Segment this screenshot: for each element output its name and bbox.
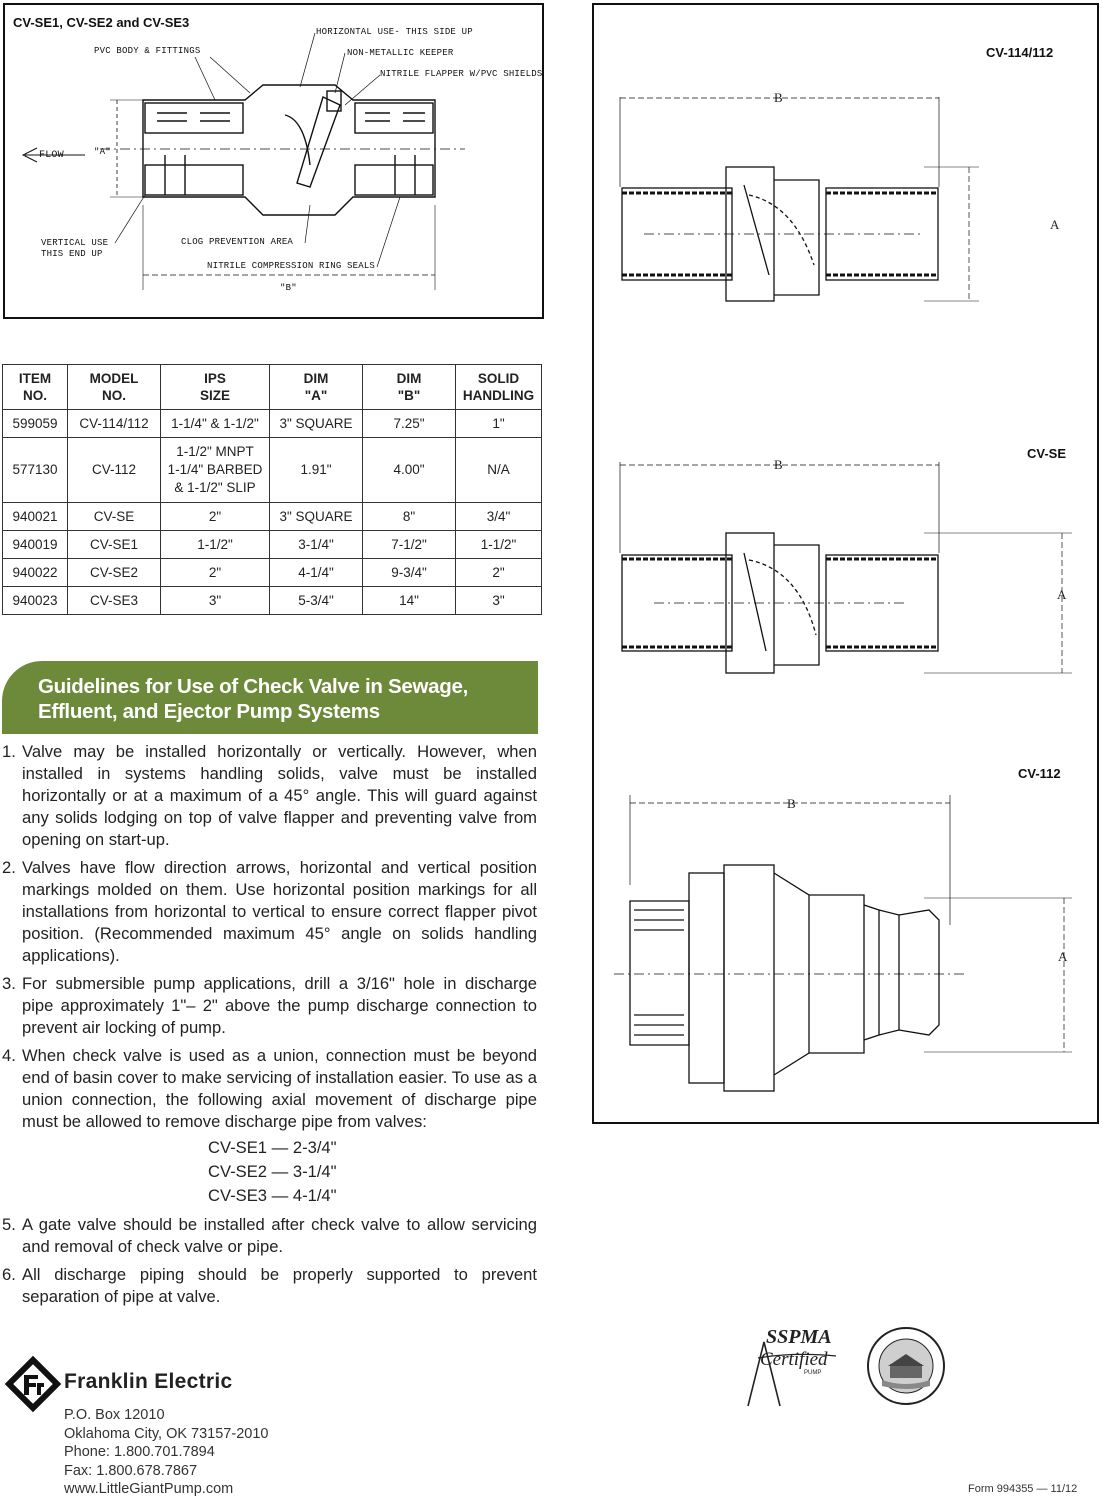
- movement-item: CV-SE2 — 3-1/4": [208, 1162, 337, 1181]
- movement-item: CV-SE1 — 2-3/4": [208, 1138, 337, 1157]
- guidelines-title: Guidelines for Use of Check Valve in Sewage, Effluent, and Ejector Pump Systems: [38, 675, 468, 723]
- table-cell: 599059: [3, 410, 68, 438]
- callout-vertical: VERTICAL USE: [41, 238, 109, 248]
- drawing-title: CV-SE1, CV-SE2 and CV-SE3: [13, 15, 190, 30]
- list-item: 1. Valve may be installed horizontally or vertically. However, when installed in systems handling solids, valve must be installed horizontally or at a maximum of a 45° angle. This will guard against any solids lodging on top of valve flapper and preventing valve from opening on start-up.: [2, 742, 537, 849]
- dim-b-label-cv112: B: [787, 796, 796, 811]
- table-cell: 7.25": [363, 410, 456, 438]
- table-cell: 4.00": [363, 438, 456, 503]
- table-cell: 940019: [3, 531, 68, 559]
- list-item: 5. A gate valve should be installed after check valve to allow servicing and removal of check valve or pipe.: [2, 1215, 537, 1256]
- callout-keeper: NON-METALLIC KEEPER: [347, 48, 454, 58]
- dim-a-label-cv114: A: [1050, 217, 1060, 232]
- dim-a-label-cv112: A: [1058, 949, 1068, 964]
- table-cell: 3/4": [456, 503, 542, 531]
- table-cell: 4-1/4": [270, 559, 363, 587]
- table-cell: CV-SE3: [68, 587, 161, 615]
- table-cell: 577130: [3, 438, 68, 503]
- form-number: Form 994355 — 11/12: [968, 1483, 1078, 1495]
- list-item: 6. All discharge piping should be properly supported to prevent separation of pipe at valve.: [2, 1265, 537, 1306]
- list-item: 2. Valves have flow direction arrows, horizontal and vertical position markings molded on them. Use horizontal position markings for all installations from horizontal to vertical to ensure correct flapper pivot position. (Recommended maximum 45° angle on solids handling applications).: [2, 858, 537, 965]
- table-row: [3, 559, 542, 587]
- table-cell: 940021: [3, 503, 68, 531]
- callout-clog: CLOG PREVENTION AREA: [181, 237, 294, 247]
- table-row: [3, 587, 542, 615]
- header-solid-handling: SOLID HANDLING: [456, 365, 542, 410]
- table-cell: CV-112: [68, 438, 161, 503]
- table-cell: 8": [363, 503, 456, 531]
- table-cell: 1.91": [270, 438, 363, 503]
- header-dim-b: DIM "B": [363, 365, 456, 410]
- table-cell: 1-1/2": [456, 531, 542, 559]
- list-item: 3. For submersible pump applications, drill a 3/16" hole in discharge pipe approximately 1"– 2" above the pump discharge connection to prevent air locking of pump.: [2, 974, 537, 1037]
- model-label-cv114: CV-114/112: [986, 45, 1054, 60]
- callout-flow: FLOW: [39, 150, 64, 161]
- table-cell: CV-SE: [68, 503, 161, 531]
- website-link[interactable]: www.LittleGiantPump.com: [64, 1481, 234, 1497]
- table-cell: CV-114/112: [68, 410, 161, 438]
- model-label-cvse: CV-SE: [1027, 446, 1067, 461]
- table-cell: 14": [363, 587, 456, 615]
- guidelines-banner: [2, 661, 538, 734]
- axial-movement-list: [208, 1136, 537, 1208]
- specifications-table: [2, 364, 542, 615]
- table-cell: 3": [456, 587, 542, 615]
- table-cell: 1-1/2" MNPT 1-1/4" BARBED & 1-1/2" SLIP: [161, 438, 270, 503]
- company-name: Franklin Electric: [64, 1370, 233, 1393]
- table-cell: 3": [161, 587, 270, 615]
- callout-horizontal: HORIZONTAL USE- THIS SIDE UP: [316, 27, 473, 37]
- header-ips-size: IPS SIZE: [161, 365, 270, 410]
- callout-flapper: NITRILE FLAPPER W/PVC SHIELDS: [380, 69, 543, 79]
- table-cell: CV-SE1: [68, 531, 161, 559]
- table-cell: 5-3/4": [270, 587, 363, 615]
- franklin-electric-logo-icon: [4, 1355, 62, 1413]
- model-label-cv112: CV-112: [1018, 766, 1061, 781]
- table-row: [3, 410, 542, 438]
- sspma-certified-logo: SSPMA Certified PUMP: [744, 1322, 844, 1412]
- callout-pvc-body: PVC BODY & FITTINGS: [94, 46, 201, 56]
- dim-a-label-cvse: A: [1057, 587, 1067, 602]
- nowra-seal-logo: National Onsite Wastewater Recycling Association, Inc.: [866, 1326, 946, 1406]
- table-cell: 7-1/2": [363, 531, 456, 559]
- model-drawings: [594, 5, 1097, 1122]
- table-cell: 3-1/4": [270, 531, 363, 559]
- guidelines-list: [2, 741, 537, 1314]
- table-cell: 2": [161, 503, 270, 531]
- table-cell: N/A: [456, 438, 542, 503]
- callout-dim-a: "A": [94, 147, 111, 157]
- header-dim-a: DIM "A": [270, 365, 363, 410]
- callout-seals: NITRILE COMPRESSION RING SEALS: [207, 261, 376, 271]
- header-item-no: ITEM NO.: [3, 365, 68, 410]
- table-cell: 3" SQUARE: [270, 410, 363, 438]
- check-valve-cutaway-drawing: [5, 5, 542, 317]
- table-cell: 1": [456, 410, 542, 438]
- dim-b-label-cvse: B: [774, 457, 783, 472]
- table-cell: 1-1/2": [161, 531, 270, 559]
- table-cell: 3" SQUARE: [270, 503, 363, 531]
- table-cell: 2": [456, 559, 542, 587]
- table-cell: 9-3/4": [363, 559, 456, 587]
- table-cell: 940023: [3, 587, 68, 615]
- movement-item: CV-SE3 — 4-1/4": [208, 1186, 337, 1205]
- header-model-no: MODEL NO.: [68, 365, 161, 410]
- table-cell: CV-SE2: [68, 559, 161, 587]
- table-row: [3, 531, 542, 559]
- callout-vertical-2: THIS END UP: [41, 249, 103, 259]
- cvse-series-drawing-box: [3, 3, 544, 319]
- table-row: [3, 503, 542, 531]
- list-item: 4. When check valve is used as a union, connection must be beyond end of basin cover to make servicing of installation easier. To use as a union connection, the following axial movement of discharge pipe must be allowed to remove discharge pipe from valves:: [2, 1046, 537, 1131]
- table-cell: 940022: [3, 559, 68, 587]
- callout-dim-b: "B": [280, 283, 297, 293]
- dim-b-label-cv114: B: [774, 90, 783, 105]
- table-cell: 2": [161, 559, 270, 587]
- table-row: [3, 438, 542, 503]
- company-address: P.O. Box 12010 Oklahoma City, OK 73157-2010 Phone: 1.800.701.7894 Fax: 1.800.678.7867 www.LittleGiantPump.com: [64, 1407, 269, 1497]
- model-drawings-box: [592, 3, 1099, 1124]
- table-cell: 1-1/4" & 1-1/2": [161, 410, 270, 438]
- table-header-row: [3, 365, 542, 410]
